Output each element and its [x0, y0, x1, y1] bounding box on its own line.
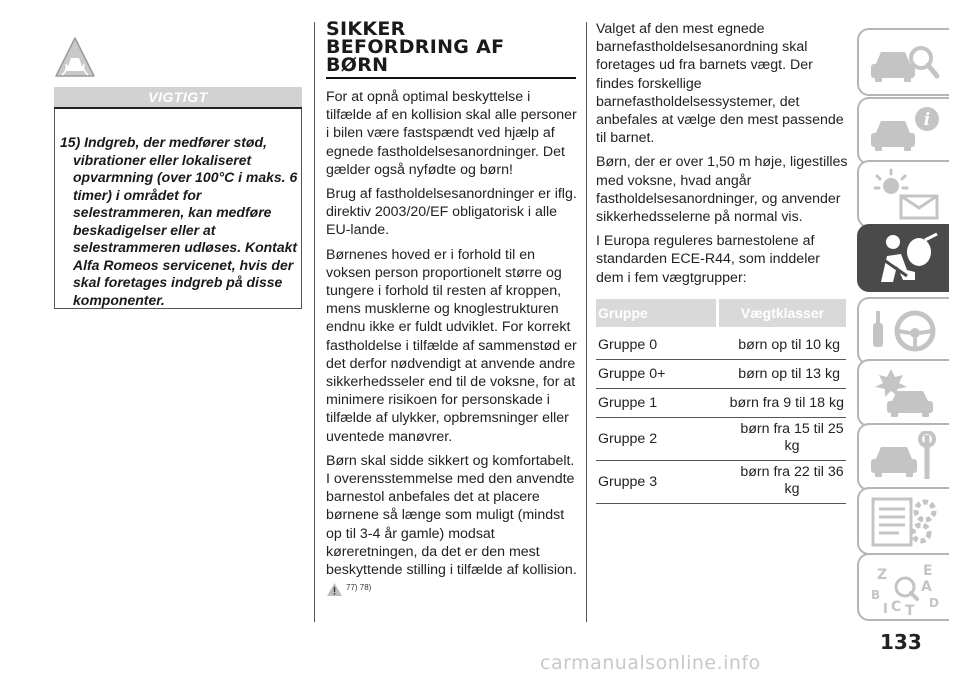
car-info-icon [867, 105, 943, 159]
index-letter: A [921, 579, 932, 595]
watermark: carmanualsonline.info [540, 652, 761, 674]
tab-maintenance[interactable] [857, 423, 949, 491]
tab-emergency[interactable] [857, 359, 949, 427]
index-letter: T [905, 603, 915, 615]
seatbelt-airbag-icon [867, 232, 943, 286]
heading-line: SIKKER [326, 18, 406, 40]
tab-technical-data[interactable] [857, 487, 949, 555]
weight-group-table [596, 299, 846, 504]
paragraph: I Europa reguleres barnestolene af standarden ECE-R44, som inddeler dem i fem vægtgrupper: [596, 233, 820, 286]
warning-item: 15) Indgreb, der medfører stød, vibrationer eller lokaliseret opvarmning (over 100°C i maks. 6 timer) i området for selestrammeren, kan medføre beskadigelser eller at selestrammeren udløses. Kontakt Alfa Romeos servicenet, hvis der skal foretages indgreb på disse komponenter. [60, 134, 298, 308]
car-crash-icon [867, 367, 943, 421]
section-heading [326, 20, 576, 79]
column-header-group: Gruppe [596, 299, 716, 327]
table-cell: børn fra 22 til 36 kg [740, 464, 844, 497]
section-body [326, 88, 578, 597]
paragraph: Børn, der er over 1,50 m høje, ligestilles med voksne, hvad angår fastholdelsesanordninger, og anvender sikkerhedsselerne på normal vis. [596, 154, 848, 226]
paragraph: Børnenes hoved er i forhold til en voksen person proportionelt større og tungere i forhold til resten af kroppen, mens musklerne og knoglestrukturen endnu ikke er fuldt udviklet. For korrekt fastholdelse i tilfælde af sammenstød er det derfor nødvendigt at anvende andre sikkerhedsseler end til de voksne, for at minimere risikoen for personskade i tilfælde af ulykker, opbremsninger eller uventede manøvrer. [326, 246, 577, 445]
table-row [596, 360, 846, 389]
column-header-weight: Vægtklasser [719, 299, 846, 327]
table-cell: børn fra 9 til 18 kg [729, 395, 844, 411]
table-cell: børn fra 15 til 25 kg [740, 421, 844, 454]
table-cell: Gruppe 1 [598, 395, 658, 411]
heading-line: BEFORDRING AF [326, 36, 505, 58]
warning-triangle-icon [326, 582, 343, 597]
table-cell: børn op til 10 kg [738, 337, 840, 353]
paragraph: Brug af fastholdelsesanordninger er iflg. direktiv 2003/20/EF obligatorisk i alle EU-lande. [326, 186, 577, 239]
paragraph: Valget af den mest egnede barnefastholdelsesanordning skal foretages ud fra barnets vægt. Der findes forskellige barnefastholdelsessystemer, det anbefales at vælge den mest passende til barnet. [596, 21, 844, 147]
right-body [596, 20, 848, 293]
table-cell: Gruppe 3 [598, 474, 658, 490]
car-service-icon [867, 431, 943, 485]
car-search-icon [867, 36, 943, 90]
tab-index[interactable] [857, 553, 949, 621]
index-letter: C [891, 599, 902, 615]
index-letter: E [923, 563, 933, 579]
tab-car-info[interactable] [857, 97, 949, 165]
index-letter: D [929, 596, 939, 610]
warning-text [60, 134, 300, 309]
table-cell: Gruppe 2 [598, 431, 658, 447]
heading-line: BØRN [326, 54, 389, 76]
index-letter: Z [877, 567, 888, 583]
table-cell: Gruppe 0+ [598, 366, 666, 382]
tab-starting-driving[interactable] [857, 297, 949, 365]
reference-row [326, 579, 578, 597]
page-number: 133 [880, 630, 922, 654]
svg-text:i: i [923, 110, 931, 130]
column-divider-left [314, 22, 315, 622]
paragraph: Børn skal sidde sikkert og komfortabelt. I overensstemmelse med den anvendte barnestol anbefales det at placere børnene så længe som muligt (mindst op til 3-4 år gamle) modsat køreretningen, da det er den mest beskyttende stilling i tilfælde af kollision. [326, 452, 577, 579]
tab-safety[interactable] [857, 224, 949, 292]
technical-data-icon [867, 495, 943, 549]
table-row [596, 331, 846, 360]
table-row [596, 418, 846, 461]
paragraph: For at opnå optimal beskyttelse i tilfælde af en kollision skal alle personer i bilen være fastspændt ved hjælp af egnede fastholdelsesanordninger. Det gælder også nyfødte og børn! [326, 89, 577, 178]
index-letter: B [871, 588, 881, 602]
table-header [596, 299, 846, 327]
column-divider-right [586, 22, 587, 622]
car-skid-warning-icon [54, 36, 96, 80]
tab-car-search[interactable] [857, 28, 949, 96]
table-row [596, 461, 846, 504]
table-cell: Gruppe 0 [598, 337, 658, 353]
warning-lights-icon [867, 168, 943, 222]
index-letter: I [883, 602, 888, 615]
key-steering-wheel-icon [867, 305, 943, 359]
table-cell: børn op til 13 kg [738, 366, 840, 382]
warning-label: VIGTIGT [54, 87, 302, 109]
table-row [596, 389, 846, 418]
reference-numbers[interactable]: 77) 78) [346, 583, 372, 593]
alphabetical-index-icon [867, 561, 943, 615]
tab-warning-lights[interactable] [857, 160, 949, 228]
